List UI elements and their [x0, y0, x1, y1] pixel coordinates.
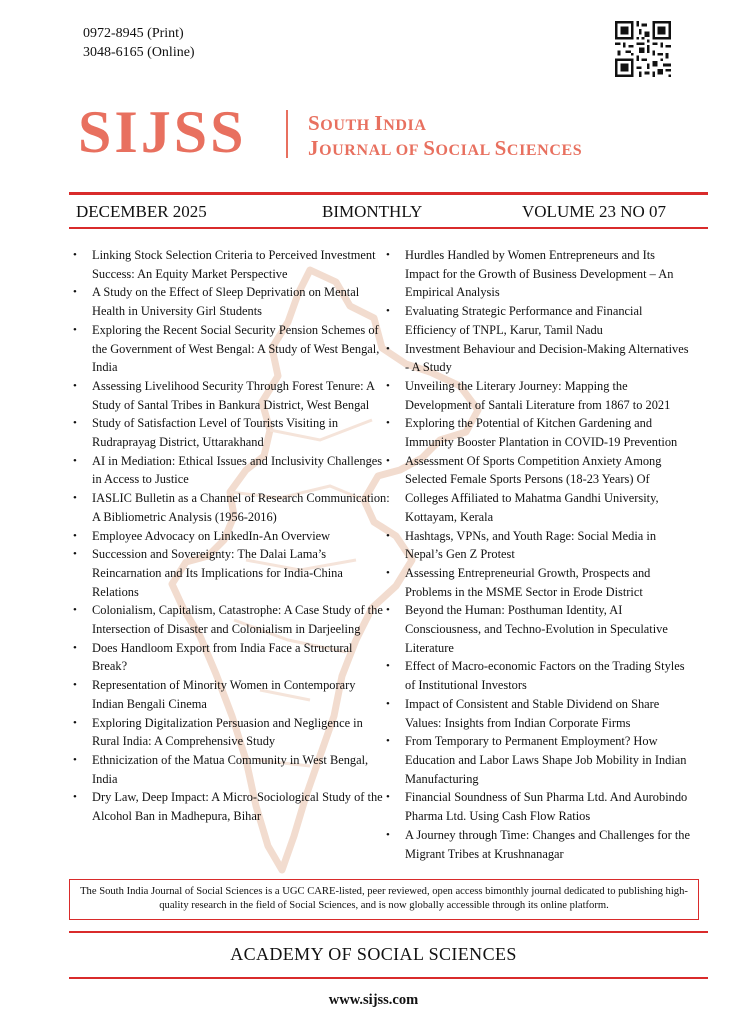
article-item[interactable]: • Unveiling the Literary Journey: Mapping the Development of Santali Literature from 1867 to 2021 [386, 377, 690, 414]
masthead [78, 100, 688, 164]
articles-right-list [386, 246, 690, 863]
title-cap: S [308, 111, 321, 135]
issue-date: DECEMBER 2025 [76, 202, 207, 221]
title-cap: S [423, 136, 436, 160]
title-rest: CIENCES [506, 142, 583, 159]
website-link[interactable]: www.sijss.com [328, 992, 419, 1008]
qr-code-icon[interactable] [615, 21, 671, 77]
article-item[interactable]: • Colonialism, Capitalism, Catastrophe: A Case Study of the Intersection of Disaster and Colonialism in Darjeeling [73, 601, 390, 638]
articles-left-list [73, 246, 390, 826]
article-item[interactable]: • Exploring Digitalization Persuasion and Negligence in Rural India: A Comprehensive Study [73, 714, 390, 751]
issn-online: 3048-6165 (Online) [83, 45, 195, 60]
article-item[interactable]: • Financial Soundness of Sun Pharma Ltd. And Aurobindo Pharma Ltd. Using Cash Flow Ratios [386, 788, 690, 825]
article-item[interactable]: • AI in Mediation: Ethical Issues and Inclusivity Challenges in Access to Justice [73, 452, 390, 489]
issue-rule [69, 227, 708, 229]
article-item[interactable]: • Ethnicization of the Matua Community in West Bengal, India [73, 751, 390, 788]
article-item[interactable]: • Effect of Macro-economic Factors on the Trading Styles of Institutional Investors [386, 657, 690, 694]
article-item[interactable]: • Exploring the Potential of Kitchen Gardening and Immunity Booster Plantation in COVID-19 Prevention [386, 414, 690, 451]
article-item[interactable]: • Assessing Livelihood Security Through Forest Tenure: A Study of Santal Tribes in Bankura District, West Bengal [73, 377, 390, 414]
articles-right-column [386, 246, 690, 863]
title-rest: OURNAL OF [319, 142, 424, 159]
title-cap: I [374, 111, 384, 135]
article-item[interactable]: • Impact of Consistent and Stable Dividend on Share Values: Insights from Indian Corporate Firms [386, 695, 690, 732]
academy-name: ACADEMY OF SOCIAL SCIENCES [230, 944, 517, 964]
article-item[interactable]: • Evaluating Strategic Performance and Financial Efficiency of TNPL, Karur, Tamil Nadu [386, 302, 690, 339]
article-item[interactable]: • A Study on the Effect of Sleep Deprivation on Mental Health in University Girl Students [73, 283, 390, 320]
article-item[interactable]: • Investment Behaviour and Decision-Making Alternatives - A Study [386, 340, 690, 377]
title-rest: OCIAL [435, 142, 495, 159]
article-item[interactable]: • Beyond the Human: Posthuman Identity, AI Consciousness, and Techno-Evolution in Speculative Literature [386, 601, 690, 657]
article-item[interactable]: • Assessing Entrepreneurial Growth, Prospects and Problems in the MSME Sector in Erode District [386, 564, 690, 601]
title-cap: S [494, 136, 507, 160]
article-item[interactable]: • Dry Law, Deep Impact: A Micro-Sociological Study of the Alcohol Ban in Madhepura, Bihar [73, 788, 390, 825]
journal-title-line1 [308, 112, 582, 137]
issue-frequency: BIMONTHLY [322, 202, 423, 221]
footer-rule-top [69, 931, 708, 933]
logo-divider [286, 110, 288, 158]
article-item[interactable]: • Linking Stock Selection Criteria to Perceived Investment Success: An Equity Market Perspective [73, 246, 390, 283]
articles-left-column [73, 246, 390, 826]
article-item[interactable]: • A Journey through Time: Changes and Challenges for the Migrant Tribes at Krushnanagar [386, 826, 690, 863]
title-rest: OUTH [320, 117, 375, 134]
article-item[interactable]: • Study of Satisfaction Level of Tourists Visiting in Rudraprayag District, Uttarakhand [73, 414, 390, 451]
journal-notice: The South India Journal of Social Sciences is a UGC CARE-listed, peer reviewed, open access bimonthly journal dedicated to publishing high-quality research in the field of Social Sciences, and is now globally accessible through its online platform. [69, 879, 699, 920]
article-item[interactable]: • Hashtags, VPNs, and Youth Rage: Social Media in Nepal’s Gen Z Protest [386, 527, 690, 564]
article-item[interactable]: • Hurdles Handled by Women Entrepreneurs and Its Impact for the Growth of Business Development – An Empirical Analysis [386, 246, 690, 302]
article-item[interactable]: • From Temporary to Permanent Employment? How Education and Labor Laws Shape Job Mobility in Indian Manufacturing [386, 732, 690, 788]
title-cap: J [308, 136, 320, 160]
article-item[interactable]: • Succession and Sovereignty: The Dalai Lama’s Reincarnation and Its Implications for India-China Relations [73, 545, 390, 601]
title-rest: NDIA [383, 117, 427, 134]
article-item[interactable]: • Employee Advocacy on LinkedIn-An Overview [73, 527, 390, 546]
article-item[interactable]: • Does Handloom Export from India Face a Structural Break? [73, 639, 390, 676]
footer-rule-bottom [69, 977, 708, 979]
journal-title [308, 112, 582, 162]
article-item[interactable]: • Assessment Of Sports Competition Anxiety Among Selected Female Sports Persons (18-23 Years) Of Colleges Affiliated to Mahatma Gandhi University, Kottayam, Kerala [386, 452, 690, 527]
article-item[interactable]: • Representation of Minority Women in Contemporary Indian Bengali Cinema [73, 676, 390, 713]
article-item[interactable]: • IASLIC Bulletin as a Channel of Research Communication: A Bibliometric Analysis (1956-2016) [73, 489, 390, 526]
issn-print: 0972-8945 (Print) [83, 26, 184, 41]
article-item[interactable]: • Exploring the Recent Social Security Pension Schemes of the Government of West Bengal: A Study of West Bengal, India [73, 321, 390, 377]
journal-title-line2 [308, 137, 582, 162]
issue-volume: VOLUME 23 NO 07 [522, 202, 667, 221]
journal-logo: SIJSS [78, 99, 247, 165]
top-rule [69, 192, 708, 195]
issn-block [83, 24, 195, 62]
